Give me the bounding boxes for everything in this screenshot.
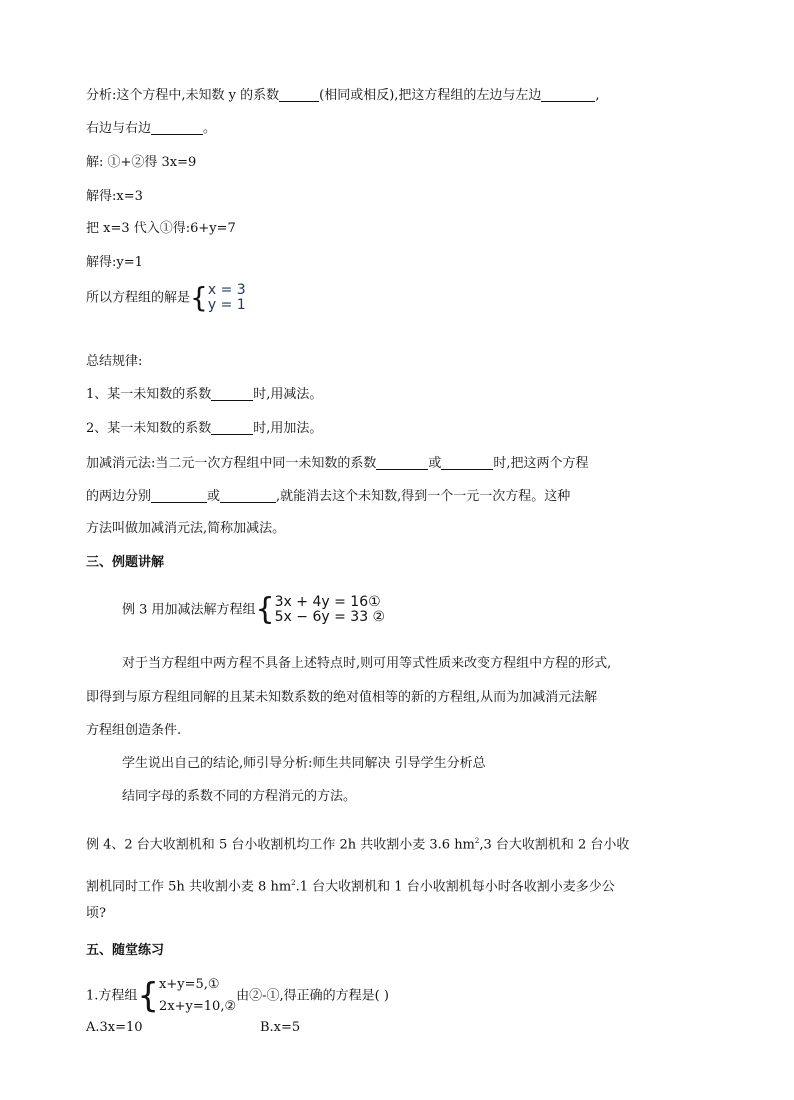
example-4-text-1: 例 4、2 台大收割机和 5 台小收割机均工作 2h 共收割小麦 3.6 hm — [86, 837, 475, 853]
practice-eq-2: 2x+y=10,② — [159, 999, 237, 1014]
explain-line-5: 结同字母的系数不同的方程消元的方法。 — [122, 789, 357, 804]
analysis-text-2: (相同或相反),把这方程组的左边与左边 — [319, 88, 542, 103]
definition-text-2: 或 — [428, 456, 442, 471]
solution-eq-y: y = 1 — [207, 297, 246, 313]
rule-2 — [86, 419, 322, 439]
rule-1-text-a: 1、某一未知数的系数 — [86, 387, 212, 402]
example-4-text-3: 割机同时工作 5h 共收割小麦 8 hm — [86, 879, 292, 895]
definition-text-6: ,就能消去这个未知数,得到一个一元一次方程。这种 — [276, 489, 571, 504]
solution-step-2: 解得:x=3 — [86, 189, 143, 204]
analysis-text-5: 。 — [203, 121, 217, 136]
definition-text-4: 的两边分别 — [86, 489, 152, 504]
option-a: A.3x=10 — [86, 1020, 143, 1035]
analysis-text-4: 右边与右边 — [86, 121, 152, 136]
section-3-title: 三、例题讲解 — [86, 555, 165, 570]
practice-eq-1: x+y=5,① — [159, 977, 220, 992]
fill-blank[interactable] — [279, 87, 319, 102]
rule-1-text-b: 时,用减法。 — [253, 387, 323, 402]
left-brace-icon: { — [137, 976, 160, 1016]
definition-text-5: 或 — [207, 489, 221, 504]
example-4-line-3: 顷? — [86, 906, 106, 921]
solution-system — [190, 283, 246, 313]
definition-line-1 — [86, 454, 589, 474]
explain-line-4: 学生说出自己的结论,师引导分析:师生共同解决 引导学生分析总 — [122, 756, 486, 771]
explain-line-2: 即得到与原方程组同解的且某未知数系数的绝对值相等的新的方程组,从而为加减消元法解 — [86, 690, 598, 705]
left-brace-icon: { — [255, 592, 275, 627]
analysis-text-1: 分析:这个方程中,未知数 y 的系数 — [86, 88, 280, 103]
superscript: 2 — [474, 837, 480, 845]
practice-q1-tail: 由②-①,得正确的方程是( ) — [236, 988, 389, 1004]
example-3-system — [255, 592, 386, 627]
summary-title: 总结规律: — [86, 354, 143, 369]
fill-blank[interactable] — [441, 455, 493, 470]
solution-eq-x: x = 3 — [207, 282, 246, 298]
practice-q1-label: 1.方程组 — [86, 988, 138, 1004]
rule-2-text-a: 2、某一未知数的系数 — [86, 421, 212, 436]
rule-1 — [86, 385, 322, 405]
fill-blank[interactable] — [151, 488, 207, 503]
example-4-text-2: ,3 台大收割机和 2 台小收 — [479, 837, 630, 853]
left-brace-icon: { — [190, 281, 208, 314]
practice-question-1 — [86, 974, 389, 1018]
example-4-line-1 — [86, 831, 629, 855]
example-4-line-2 — [86, 873, 615, 897]
analysis-line-1 — [86, 86, 600, 106]
solution-result-label: 所以方程组的解是 — [86, 290, 191, 306]
definition-line-3: 方法叫做加减消元法,简称加减法。 — [86, 521, 286, 536]
solution-step-4: 解得:y=1 — [86, 255, 143, 270]
explain-line-3: 方程组创造条件. — [86, 723, 182, 738]
fill-blank[interactable] — [376, 455, 428, 470]
analysis-line-2 — [86, 119, 216, 139]
example-3-label: 例 3 用加减法解方程组 — [122, 602, 256, 618]
definition-text-1: 加减消元法:当二元一次方程组中同一未知数的系数 — [86, 456, 377, 471]
superscript: 2 — [291, 879, 296, 887]
example-3 — [122, 592, 386, 627]
solution-step-3: 把 x=3 代入①得:6+y=7 — [86, 221, 236, 236]
solution-step-1: 解: ①+②得 3x=9 — [86, 155, 197, 170]
example-4-text-4: .1 台大收割机和 1 台小收割机每小时各收割小麦多少公 — [295, 879, 615, 895]
definition-text-3: 时,把这两个方程 — [493, 456, 589, 471]
example-3-eq-1: 3x + 4y = 16① — [274, 594, 381, 610]
fill-blank[interactable] — [211, 420, 253, 435]
definition-line-2 — [86, 487, 570, 507]
fill-blank[interactable] — [151, 120, 203, 135]
explain-line-1: 对于当方程组中两方程不具备上述特点时,则可用等式性质来改变方程组中方程的形式, — [122, 656, 612, 671]
fill-blank[interactable] — [541, 87, 595, 102]
solution-result — [86, 283, 246, 313]
section-5-title: 五、随堂练习 — [86, 943, 165, 958]
fill-blank[interactable] — [211, 386, 253, 401]
option-b: B.x=5 — [260, 1020, 301, 1035]
example-3-eq-2: 5x − 6y = 33 ② — [274, 609, 386, 625]
practice-system — [137, 974, 236, 1018]
fill-blank[interactable] — [220, 488, 276, 503]
analysis-text-3: , — [595, 88, 600, 103]
rule-2-text-b: 时,用加法。 — [253, 421, 323, 436]
